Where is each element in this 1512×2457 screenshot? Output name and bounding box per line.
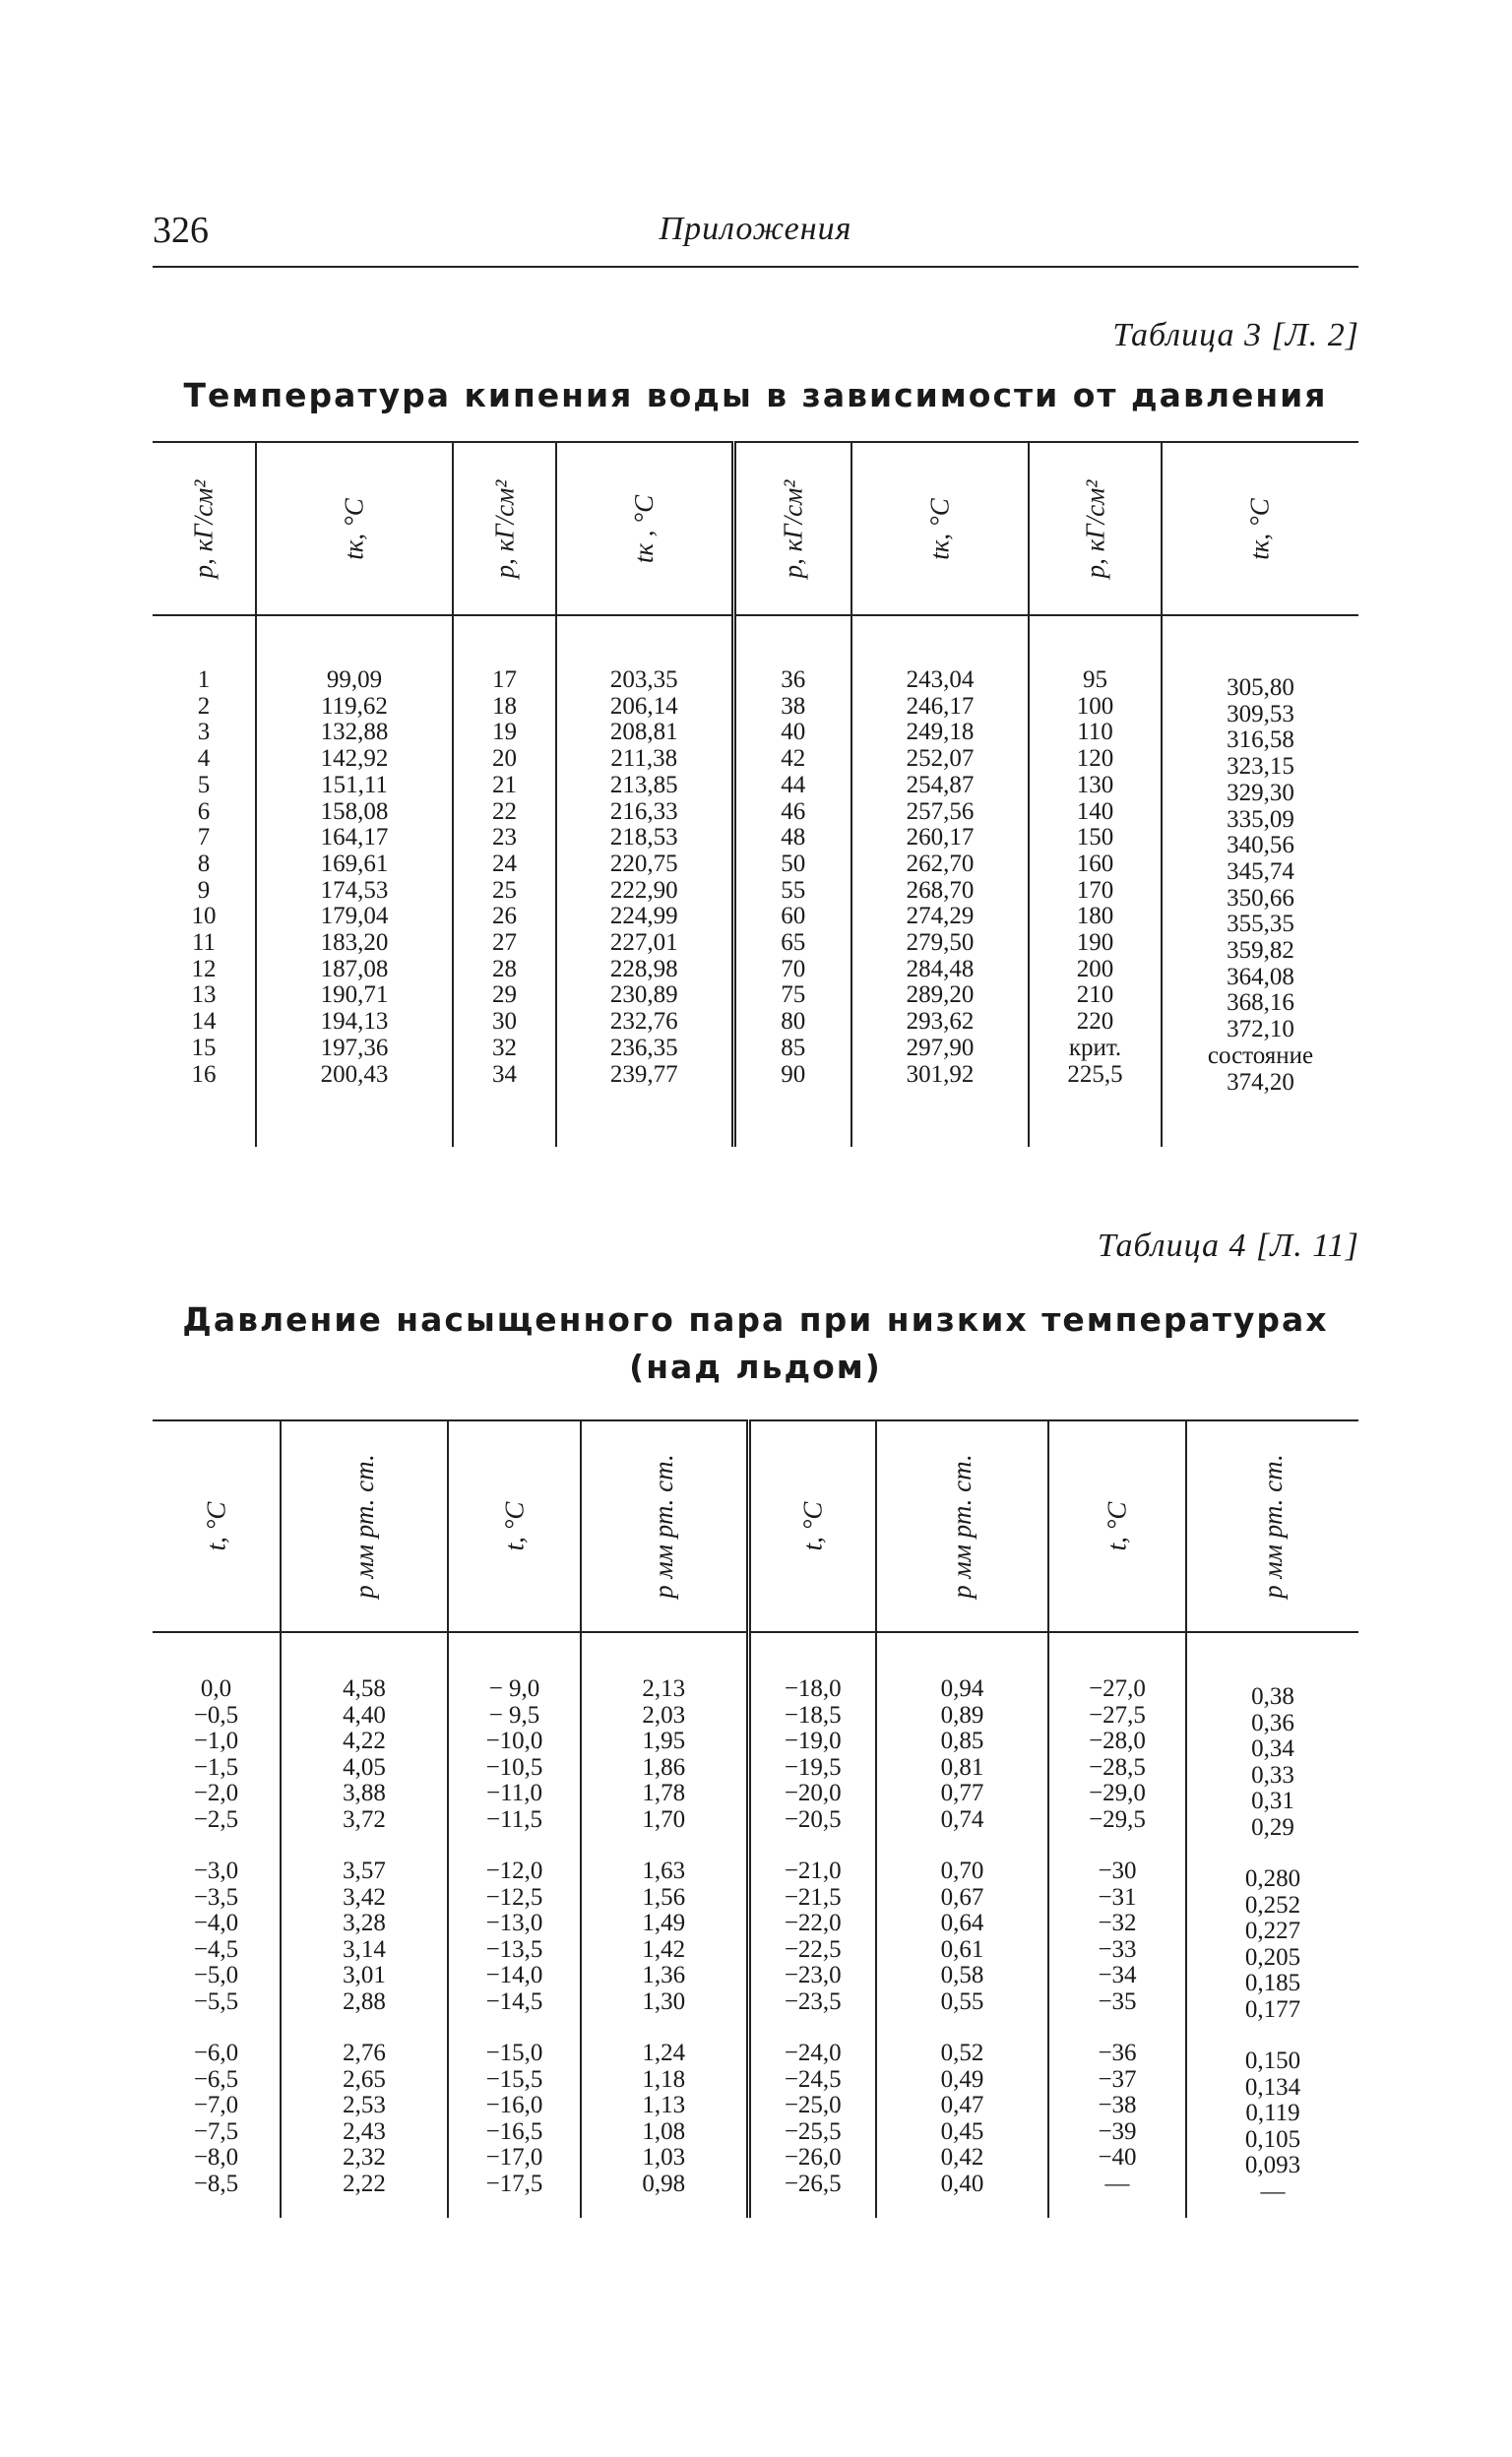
table4-title-line2: (над льдом) — [629, 1348, 882, 1386]
table4-header-pressure-3: p мм рт. ст. — [876, 1420, 1048, 1632]
table4-header-temp-2: t, °C — [448, 1420, 581, 1632]
table3-column-temp-2: 203,35 206,14 208,81 211,38 213,85 216,33 218,53 220,75 222,90 224,99 227,01 228,98 230,89 232,76 236,35 239,77 — [556, 615, 733, 1147]
table4-reference: Таблица 4 [Л. 11] — [1097, 1228, 1359, 1264]
table3-reference: Таблица 3 [Л. 2] — [1112, 317, 1359, 353]
table3-header-temp-1: tк, °C — [256, 442, 453, 615]
table3-header-temp-2: tк , °C — [556, 442, 733, 615]
table3-column-pressure-2: 17 18 19 20 21 22 23 24 25 26 27 28 29 30 32 34 — [453, 615, 556, 1147]
table3-column-temp-3: 243,04 246,17 249,18 252,07 254,87 257,56 260,17 262,70 268,70 274,29 279,50 284,48 289,20 293,62 297,90 301,92 — [851, 615, 1029, 1147]
table3-column-pressure-3: 36 38 40 42 44 46 48 50 55 60 65 70 75 80 85 90 — [733, 615, 851, 1147]
table4-column-pressure-1: 4,58 4,40 4,22 4,05 3,88 3,72 3,57 3,42 3,28 3,14 3,01 2,88 2,76 2,65 2,53 2,43 2,32 2,22 — [281, 1632, 448, 2218]
boiling-temperature-table — [153, 441, 1358, 1147]
table4-header-temp-3: t, °C — [748, 1420, 876, 1632]
table4-header-temp-1: t, °C — [153, 1420, 281, 1632]
table4-header-pressure-1: p мм рт. ст. — [281, 1420, 448, 1632]
table3-header-pressure-3: p, кГ/см² — [733, 442, 851, 615]
table4-column-temp-2: − 9,0 − 9,5 −10,0 −10,5 −11,0 −11,5 −12,0 −12,5 −13,0 −13,5 −14,0 −14,5 −15,0 −15,5 −16,0 −16,5 −17,0 −17,5 — [448, 1632, 581, 2218]
table3-header-pressure-4: p, кГ/см² — [1029, 442, 1162, 615]
page-header — [153, 197, 1358, 268]
table3-header-temp-3: tк, °C — [851, 442, 1029, 615]
table3-header-temp-4: tк, °C — [1162, 442, 1358, 615]
page-number: 326 — [153, 210, 209, 251]
table4-column-temp-1: 0,0 −0,5 −1,0 −1,5 −2,0 −2,5 −3,0 −3,5 −4,0 −4,5 −5,0 −5,5 −6,0 −6,5 −7,0 −7,5 −8,0 −8,5 — [193, 1675, 239, 2197]
table3-column-temp-4: 305,80 309,53 316,58 323,15 329,30 335,09 340,56 345,74 350,66 355,35 359,82 364,08 368,16 372,10 состояние 374,20 — [1162, 615, 1358, 1147]
table3-title: Температура кипения воды в зависимости от давления — [183, 376, 1328, 414]
table4-header-temp-4: t, °C — [1048, 1420, 1186, 1632]
table4-column-temp-4: −27,0 −27,5 −28,0 −28,5 −29,0 −29,5 −30 −31 −32 −33 −34 −35 −36 −37 −38 −39 −40 — — [1048, 1632, 1186, 2218]
table4-header-pressure-4: p мм рт. ст. — [1186, 1420, 1358, 1632]
table4-title — [153, 1296, 1358, 1391]
table4-column-pressure-3: 0,94 0,89 0,85 0,81 0,77 0,74 0,70 0,67 0,64 0,61 0,58 0,55 0,52 0,49 0,47 0,45 0,42 0,40 — [876, 1632, 1048, 2218]
table4-column-temp-3: −18,0 −18,5 −19,0 −19,5 −20,0 −20,5 −21,0 −21,5 −22,0 −22,5 −23,0 −23,5 −24,0 −24,5 −25,0 −25,5 −26,0 −26,5 — [748, 1632, 876, 2218]
table4-column-pressure-2: 2,13 2,03 1,95 1,86 1,78 1,70 1,63 1,56 1,49 1,42 1,36 1,30 1,24 1,18 1,13 1,08 1,03 0,98 — [581, 1632, 748, 2218]
running-head: Приложения — [659, 211, 852, 247]
table3-header-pressure-2: p, кГ/см² — [453, 442, 556, 615]
table4-header-pressure-2: p мм рт. ст. — [581, 1420, 748, 1632]
table3-header-pressure-1: p, кГ/см² — [153, 442, 256, 615]
table3-column-pressure-4: 95 100 110 120 130 140 150 160 170 180 190 200 210 220 крит. 225,5 — [1029, 615, 1162, 1147]
table4-column-pressure-4: 0,38 0,36 0,34 0,33 0,31 0,29 0,280 0,252 0,227 0,205 0,185 0,177 0,150 0,134 0,119 0,105 0,093 — — [1186, 1632, 1358, 2218]
vapor-pressure-table — [153, 1419, 1358, 2218]
table4-title-line1: Давление насыщенного пара при низких температурах — [182, 1300, 1329, 1339]
table3-column-pressure-1: 1 2 3 4 5 6 7 8 9 10 11 12 13 14 15 16 — [191, 666, 217, 1088]
table3-column-temp-1: 99,09 119,62 132,88 142,92 151,11 158,08 164,17 169,61 174,53 179,04 183,20 187,08 190,71 194,13 197,36 200,43 — [256, 615, 453, 1147]
